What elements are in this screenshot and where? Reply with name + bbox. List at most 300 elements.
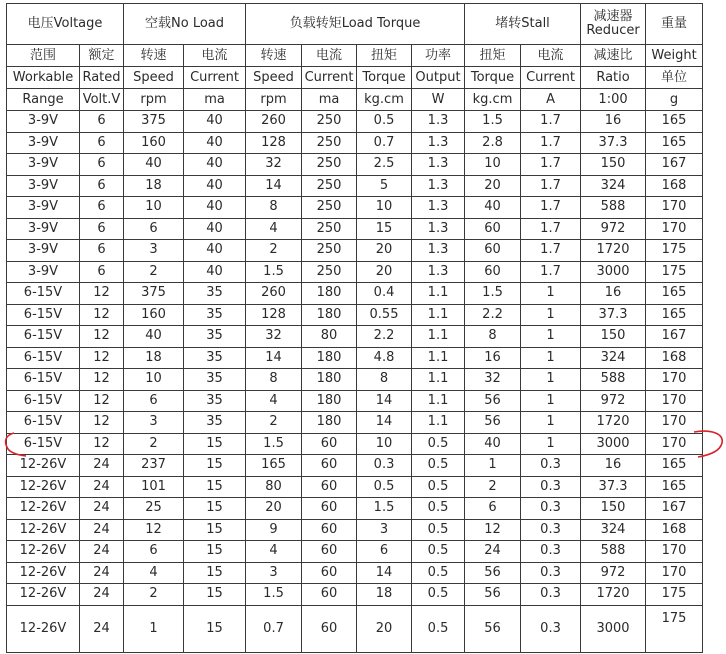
cell-noload-speed: 6: [124, 218, 184, 240]
cell-rated-volt: 6: [80, 175, 124, 197]
table-row: [7, 412, 703, 434]
cell-load-current: 180: [302, 304, 357, 326]
table-row: [7, 390, 703, 412]
table-row: [7, 498, 703, 520]
header-unit-cell: rpm: [124, 89, 184, 111]
header-en-cell: Ratio: [581, 67, 646, 89]
cell-ratio: 972: [581, 562, 646, 584]
cell-load-current: 60: [302, 584, 357, 606]
cell-load-current: 250: [302, 240, 357, 262]
cell-rated-volt: 6: [80, 218, 124, 240]
cell-load-torque: 14: [357, 412, 412, 434]
table-row: [7, 111, 703, 133]
cell-load-output: 1.3: [412, 111, 465, 133]
header-en-cell: Speed: [246, 67, 302, 89]
cell-stall-current: 1: [521, 326, 581, 348]
cell-range: 3-9V: [7, 175, 80, 197]
cell-noload-current: 15: [184, 433, 246, 455]
cell-load-output: 1.3: [412, 132, 465, 154]
cell-range: 3-9V: [7, 218, 80, 240]
cell-load-torque: 0.4: [357, 283, 412, 305]
cell-range: 12-26V: [7, 605, 80, 652]
cell-range: 6-15V: [7, 283, 80, 305]
cell-load-speed: 4: [246, 218, 302, 240]
header-en-cell: Current: [302, 67, 357, 89]
header-cn-cell: 扭矩: [357, 45, 412, 67]
cell-weight: 170: [646, 412, 703, 434]
cell-load-torque: 20: [357, 240, 412, 262]
cell-rated-volt: 24: [80, 584, 124, 606]
cell-load-output: 0.5: [412, 541, 465, 563]
cell-stall-torque: 2.2: [465, 304, 521, 326]
cell-rated-volt: 12: [80, 369, 124, 391]
cell-load-speed: 14: [246, 347, 302, 369]
cell-noload-current: 40: [184, 240, 246, 262]
cell-weight: 175: [646, 584, 703, 606]
table-row: [7, 519, 703, 541]
cell-stall-torque: 56: [465, 412, 521, 434]
cell-rated-volt: 12: [80, 304, 124, 326]
cell-load-current: 60: [302, 562, 357, 584]
table-row: [7, 132, 703, 154]
cell-stall-current: 1: [521, 304, 581, 326]
header-load-torque: 负载转矩Load Torque: [246, 4, 465, 45]
cell-load-speed: 0.7: [246, 605, 302, 652]
cell-stall-current: 0.3: [521, 476, 581, 498]
cell-load-output: 0.5: [412, 476, 465, 498]
cell-stall-torque: 2.8: [465, 132, 521, 154]
cell-load-torque: 0.3: [357, 455, 412, 477]
header-cn-cell: 转速: [124, 45, 184, 67]
cell-ratio: 16: [581, 455, 646, 477]
cell-rated-volt: 12: [80, 433, 124, 455]
cell-load-current: 180: [302, 347, 357, 369]
cell-ratio: 1720: [581, 240, 646, 262]
table-row: [7, 605, 703, 652]
cell-load-torque: 20: [357, 261, 412, 283]
cell-ratio: 16: [581, 283, 646, 305]
cell-ratio: 588: [581, 197, 646, 219]
cell-ratio: 324: [581, 175, 646, 197]
cell-load-speed: 4: [246, 541, 302, 563]
header-en-cell: Workable: [7, 67, 80, 89]
cell-ratio: 972: [581, 390, 646, 412]
cell-noload-speed: 6: [124, 390, 184, 412]
header-cn-cell: 扭矩: [465, 45, 521, 67]
cell-load-torque: 0.7: [357, 132, 412, 154]
cell-noload-current: 35: [184, 369, 246, 391]
cell-stall-torque: 12: [465, 519, 521, 541]
cell-ratio: 588: [581, 541, 646, 563]
cell-weight: 165: [646, 111, 703, 133]
cell-rated-volt: 12: [80, 390, 124, 412]
cell-stall-current: 1.7: [521, 240, 581, 262]
cell-stall-current: 1: [521, 369, 581, 391]
cell-stall-current: 1.7: [521, 154, 581, 176]
header-unit-cell: A: [521, 89, 581, 111]
cell-ratio: 324: [581, 519, 646, 541]
header-unit-cell: ma: [302, 89, 357, 111]
cell-noload-speed: 1: [124, 605, 184, 652]
cell-ratio: 1720: [581, 412, 646, 434]
cell-weight: 168: [646, 347, 703, 369]
cell-noload-speed: 40: [124, 154, 184, 176]
cell-load-current: 60: [302, 476, 357, 498]
cell-range: 6-15V: [7, 326, 80, 348]
header-weight-en: Weight: [646, 45, 703, 67]
cell-ratio: 16: [581, 111, 646, 133]
cell-load-speed: 165: [246, 455, 302, 477]
cell-range: 12-26V: [7, 498, 80, 520]
table-row: [7, 304, 703, 326]
cell-rated-volt: 6: [80, 197, 124, 219]
cell-range: 6-15V: [7, 369, 80, 391]
cell-load-torque: 4.8: [357, 347, 412, 369]
header-cn-cell: 减速比: [581, 45, 646, 67]
cell-weight: 170: [646, 218, 703, 240]
table-row: [7, 261, 703, 283]
cell-load-output: 1.1: [412, 369, 465, 391]
header-row-units: [7, 89, 703, 111]
cell-ratio: 150: [581, 154, 646, 176]
cell-noload-speed: 160: [124, 304, 184, 326]
cell-noload-current: 35: [184, 347, 246, 369]
header-en-cell: Torque: [357, 67, 412, 89]
cell-load-speed: 260: [246, 111, 302, 133]
cell-noload-speed: 160: [124, 132, 184, 154]
cell-load-output: 1.3: [412, 261, 465, 283]
cell-stall-torque: 8: [465, 326, 521, 348]
cell-weight: 165: [646, 476, 703, 498]
cell-stall-torque: 16: [465, 347, 521, 369]
cell-stall-current: 0.3: [521, 519, 581, 541]
header-reducer-cn: 减速器: [593, 9, 633, 24]
cell-load-output: 1.3: [412, 154, 465, 176]
cell-load-output: 1.3: [412, 175, 465, 197]
header-cn-cell: 电流: [184, 45, 246, 67]
cell-ratio: 37.3: [581, 476, 646, 498]
cell-stall-current: 1.7: [521, 261, 581, 283]
header-cn-cell: 电流: [521, 45, 581, 67]
cell-load-output: 1.3: [412, 218, 465, 240]
cell-rated-volt: 6: [80, 132, 124, 154]
cell-weight: 175: [646, 240, 703, 262]
cell-stall-torque: 24: [465, 541, 521, 563]
header-reducer-en: Reducer: [586, 23, 640, 38]
cell-load-output: 0.5: [412, 519, 465, 541]
cell-load-current: 60: [302, 605, 357, 652]
cell-load-current: 180: [302, 283, 357, 305]
cell-range: 3-9V: [7, 240, 80, 262]
cell-load-torque: 1.5: [357, 498, 412, 520]
cell-stall-current: 0.3: [521, 455, 581, 477]
cell-stall-current: 0.3: [521, 541, 581, 563]
cell-ratio: 3000: [581, 433, 646, 455]
cell-range: 6-15V: [7, 347, 80, 369]
cell-load-current: 250: [302, 111, 357, 133]
header-unit-cell: ma: [184, 89, 246, 111]
cell-ratio: 3000: [581, 605, 646, 652]
table-row: [7, 476, 703, 498]
cell-load-torque: 6: [357, 541, 412, 563]
header-row-groups: [7, 4, 703, 45]
cell-load-output: 1.3: [412, 197, 465, 219]
table-row: [7, 369, 703, 391]
cell-ratio: 1720: [581, 584, 646, 606]
header-reducer: [581, 4, 646, 45]
cell-ratio: 150: [581, 326, 646, 348]
cell-noload-current: 15: [184, 476, 246, 498]
cell-ratio: 972: [581, 218, 646, 240]
cell-load-output: 1.1: [412, 326, 465, 348]
cell-load-current: 180: [302, 412, 357, 434]
cell-load-speed: 2: [246, 240, 302, 262]
cell-load-torque: 18: [357, 584, 412, 606]
cell-load-current: 60: [302, 519, 357, 541]
cell-weight: 170: [646, 541, 703, 563]
cell-load-output: 0.5: [412, 584, 465, 606]
table-row: [7, 240, 703, 262]
cell-range: 12-26V: [7, 476, 80, 498]
cell-stall-torque: 40: [465, 197, 521, 219]
cell-noload-speed: 3: [124, 240, 184, 262]
table-row: [7, 584, 703, 606]
cell-weight: 170: [646, 562, 703, 584]
table-row: [7, 175, 703, 197]
cell-noload-speed: 10: [124, 369, 184, 391]
cell-stall-torque: 10: [465, 154, 521, 176]
cell-stall-torque: 60: [465, 240, 521, 262]
header-unit-cell: Range: [7, 89, 80, 111]
cell-load-output: 0.5: [412, 562, 465, 584]
cell-stall-torque: 2: [465, 476, 521, 498]
cell-load-torque: 0.5: [357, 476, 412, 498]
table-row: [7, 562, 703, 584]
cell-stall-current: 1: [521, 412, 581, 434]
header-row-en: [7, 67, 703, 89]
cell-load-torque: 8: [357, 369, 412, 391]
cell-stall-current: 1.7: [521, 132, 581, 154]
cell-range: 3-9V: [7, 111, 80, 133]
cell-range: 3-9V: [7, 132, 80, 154]
cell-noload-speed: 4: [124, 562, 184, 584]
cell-stall-torque: 56: [465, 390, 521, 412]
cell-weight: 165: [646, 132, 703, 154]
cell-stall-current: 1.7: [521, 111, 581, 133]
header-en-cell: Rated: [80, 67, 124, 89]
cell-stall-torque: 40: [465, 433, 521, 455]
cell-noload-current: 40: [184, 132, 246, 154]
cell-load-speed: 1.5: [246, 433, 302, 455]
cell-load-speed: 2: [246, 412, 302, 434]
cell-noload-speed: 375: [124, 283, 184, 305]
header-unit-cell: 1:00: [581, 89, 646, 111]
cell-rated-volt: 12: [80, 283, 124, 305]
cell-load-current: 250: [302, 175, 357, 197]
cell-load-current: 250: [302, 218, 357, 240]
table-row: [7, 218, 703, 240]
cell-load-current: 60: [302, 541, 357, 563]
cell-noload-current: 40: [184, 175, 246, 197]
cell-noload-current: 35: [184, 326, 246, 348]
table-row: [7, 455, 703, 477]
header-cn-cell: 功率: [412, 45, 465, 67]
cell-range: 3-9V: [7, 154, 80, 176]
cell-range: 6-15V: [7, 390, 80, 412]
cell-stall-torque: 56: [465, 584, 521, 606]
cell-stall-torque: 56: [465, 562, 521, 584]
cell-stall-torque: 60: [465, 218, 521, 240]
header-cn-cell: 范围: [7, 45, 80, 67]
header-unit-cell: W: [412, 89, 465, 111]
cell-weight: 165: [646, 455, 703, 477]
header-unit-cell: kg.cm: [465, 89, 521, 111]
cell-load-speed: 14: [246, 175, 302, 197]
cell-range: 3-9V: [7, 261, 80, 283]
cell-weight: 170: [646, 369, 703, 391]
cell-stall-torque: 1.5: [465, 283, 521, 305]
cell-range: 12-26V: [7, 455, 80, 477]
cell-noload-current: 40: [184, 218, 246, 240]
cell-load-speed: 9: [246, 519, 302, 541]
cell-weight: 175: [646, 605, 703, 652]
header-unit-cell: g: [646, 89, 703, 111]
header-cn-cell: 转速: [246, 45, 302, 67]
cell-range: 6-15V: [7, 433, 80, 455]
cell-noload-speed: 2: [124, 584, 184, 606]
header-en-cell: Output: [412, 67, 465, 89]
cell-rated-volt: 24: [80, 476, 124, 498]
cell-stall-torque: 32: [465, 369, 521, 391]
cell-stall-torque: 20: [465, 175, 521, 197]
cell-load-output: 1.1: [412, 412, 465, 434]
cell-noload-current: 15: [184, 541, 246, 563]
header-en-cell: Current: [521, 67, 581, 89]
cell-load-output: 1.1: [412, 283, 465, 305]
cell-weight: 167: [646, 498, 703, 520]
cell-load-current: 250: [302, 132, 357, 154]
cell-ratio: 37.3: [581, 132, 646, 154]
cell-noload-current: 15: [184, 605, 246, 652]
cell-load-speed: 32: [246, 326, 302, 348]
header-cn-cell: 额定: [80, 45, 124, 67]
cell-ratio: 37.3: [581, 304, 646, 326]
cell-noload-speed: 6: [124, 541, 184, 563]
cell-rated-volt: 24: [80, 498, 124, 520]
cell-stall-current: 1.7: [521, 175, 581, 197]
cell-noload-speed: 10: [124, 197, 184, 219]
cell-noload-current: 40: [184, 197, 246, 219]
cell-load-speed: 80: [246, 476, 302, 498]
cell-rated-volt: 6: [80, 154, 124, 176]
cell-noload-current: 15: [184, 498, 246, 520]
cell-load-current: 60: [302, 498, 357, 520]
header-en-cell: Current: [184, 67, 246, 89]
cell-load-current: 60: [302, 455, 357, 477]
header-en-cell: 单位: [646, 67, 703, 89]
cell-load-speed: 128: [246, 132, 302, 154]
header-en-cell: Speed: [124, 67, 184, 89]
cell-load-current: 250: [302, 154, 357, 176]
cell-range: 12-26V: [7, 584, 80, 606]
cell-load-speed: 128: [246, 304, 302, 326]
cell-load-current: 250: [302, 197, 357, 219]
cell-load-output: 1.1: [412, 347, 465, 369]
cell-noload-speed: 18: [124, 347, 184, 369]
cell-noload-speed: 25: [124, 498, 184, 520]
cell-load-torque: 0.5: [357, 111, 412, 133]
motor-spec-table: [6, 3, 703, 653]
cell-load-speed: 4: [246, 390, 302, 412]
cell-noload-current: 40: [184, 111, 246, 133]
cell-rated-volt: 12: [80, 412, 124, 434]
cell-noload-current: 35: [184, 304, 246, 326]
cell-noload-current: 35: [184, 412, 246, 434]
cell-weight: 168: [646, 519, 703, 541]
header-voltage: 电压Voltage: [7, 4, 124, 45]
cell-stall-torque: 56: [465, 605, 521, 652]
cell-rated-volt: 24: [80, 605, 124, 652]
cell-weight: 165: [646, 304, 703, 326]
cell-load-current: 250: [302, 261, 357, 283]
cell-load-speed: 8: [246, 197, 302, 219]
cell-noload-current: 40: [184, 261, 246, 283]
cell-noload-speed: 2: [124, 433, 184, 455]
cell-stall-torque: 60: [465, 261, 521, 283]
cell-ratio: 324: [581, 347, 646, 369]
cell-stall-torque: 1: [465, 455, 521, 477]
cell-noload-current: 15: [184, 584, 246, 606]
header-unit-cell: Volt.V: [80, 89, 124, 111]
cell-stall-current: 0.3: [521, 584, 581, 606]
cell-load-torque: 10: [357, 197, 412, 219]
cell-load-torque: 14: [357, 562, 412, 584]
cell-noload-speed: 2: [124, 261, 184, 283]
cell-load-torque: 3: [357, 519, 412, 541]
cell-ratio: 588: [581, 369, 646, 391]
header-row-cn: [7, 45, 703, 67]
cell-range: 12-26V: [7, 562, 80, 584]
cell-noload-speed: 18: [124, 175, 184, 197]
cell-stall-current: 1.7: [521, 197, 581, 219]
cell-load-torque: 0.55: [357, 304, 412, 326]
cell-load-speed: 3: [246, 562, 302, 584]
table-row: [7, 326, 703, 348]
header-unit-cell: rpm: [246, 89, 302, 111]
table-row: [7, 154, 703, 176]
cell-load-torque: 20: [357, 605, 412, 652]
cell-load-torque: 2.2: [357, 326, 412, 348]
table-row: [7, 347, 703, 369]
cell-load-output: 0.5: [412, 498, 465, 520]
spec-table-container: [6, 3, 703, 653]
cell-load-output: 0.5: [412, 605, 465, 652]
cell-weight: 165: [646, 283, 703, 305]
cell-noload-speed: 101: [124, 476, 184, 498]
cell-load-speed: 260: [246, 283, 302, 305]
table-row: [7, 541, 703, 563]
cell-load-speed: 1.5: [246, 584, 302, 606]
cell-load-speed: 1.5: [246, 261, 302, 283]
cell-noload-speed: 3: [124, 412, 184, 434]
cell-range: 3-9V: [7, 197, 80, 219]
cell-load-output: 1.1: [412, 390, 465, 412]
cell-rated-volt: 24: [80, 562, 124, 584]
cell-stall-current: 0.3: [521, 562, 581, 584]
cell-load-output: 0.5: [412, 455, 465, 477]
header-en-cell: Torque: [465, 67, 521, 89]
cell-load-speed: 20: [246, 498, 302, 520]
